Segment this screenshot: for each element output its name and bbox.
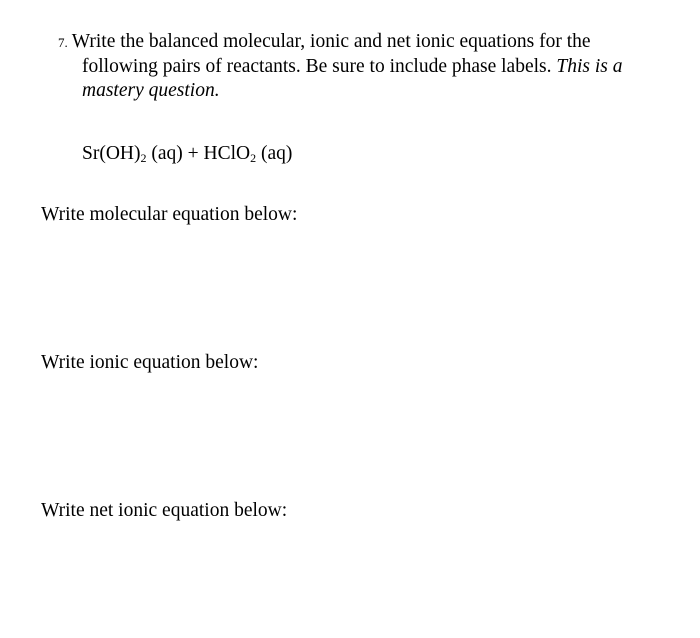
net-ionic-equation-prompt: Write net ionic equation below: <box>41 500 288 521</box>
reactant-2-formula: HClO$_2$ <box>203 143 257 165</box>
reactant-2-phase: (aq) <box>261 143 293 164</box>
question-text-1: Write the balanced molecular, ionic and net ionic equations for the <box>71 31 591 52</box>
ionic-equation-prompt: Write ionic equation below: <box>41 352 259 373</box>
molecular-answer-area[interactable] <box>41 232 661 342</box>
question-line-1 <box>58 30 658 55</box>
reactant-1-phase: (aq) <box>151 143 183 164</box>
net-ionic-answer-area[interactable] <box>41 528 661 638</box>
question-block <box>58 30 658 103</box>
reaction-equation <box>82 141 292 167</box>
molecular-equation-prompt: Write molecular equation below: <box>41 204 298 225</box>
reactant-1-formula: $Sr(OH)_2$ <box>82 143 147 165</box>
question-number: 7. <box>58 35 68 50</box>
question-line-3: mastery question. <box>82 80 220 101</box>
question-emphasis-start: This is a <box>556 56 623 77</box>
question-text-2: following pairs of reactants. Be sure to include phase labels. <box>82 56 552 77</box>
plus-sign: + <box>187 143 199 164</box>
ionic-answer-area[interactable] <box>41 380 661 490</box>
question-line-2 <box>58 55 658 79</box>
